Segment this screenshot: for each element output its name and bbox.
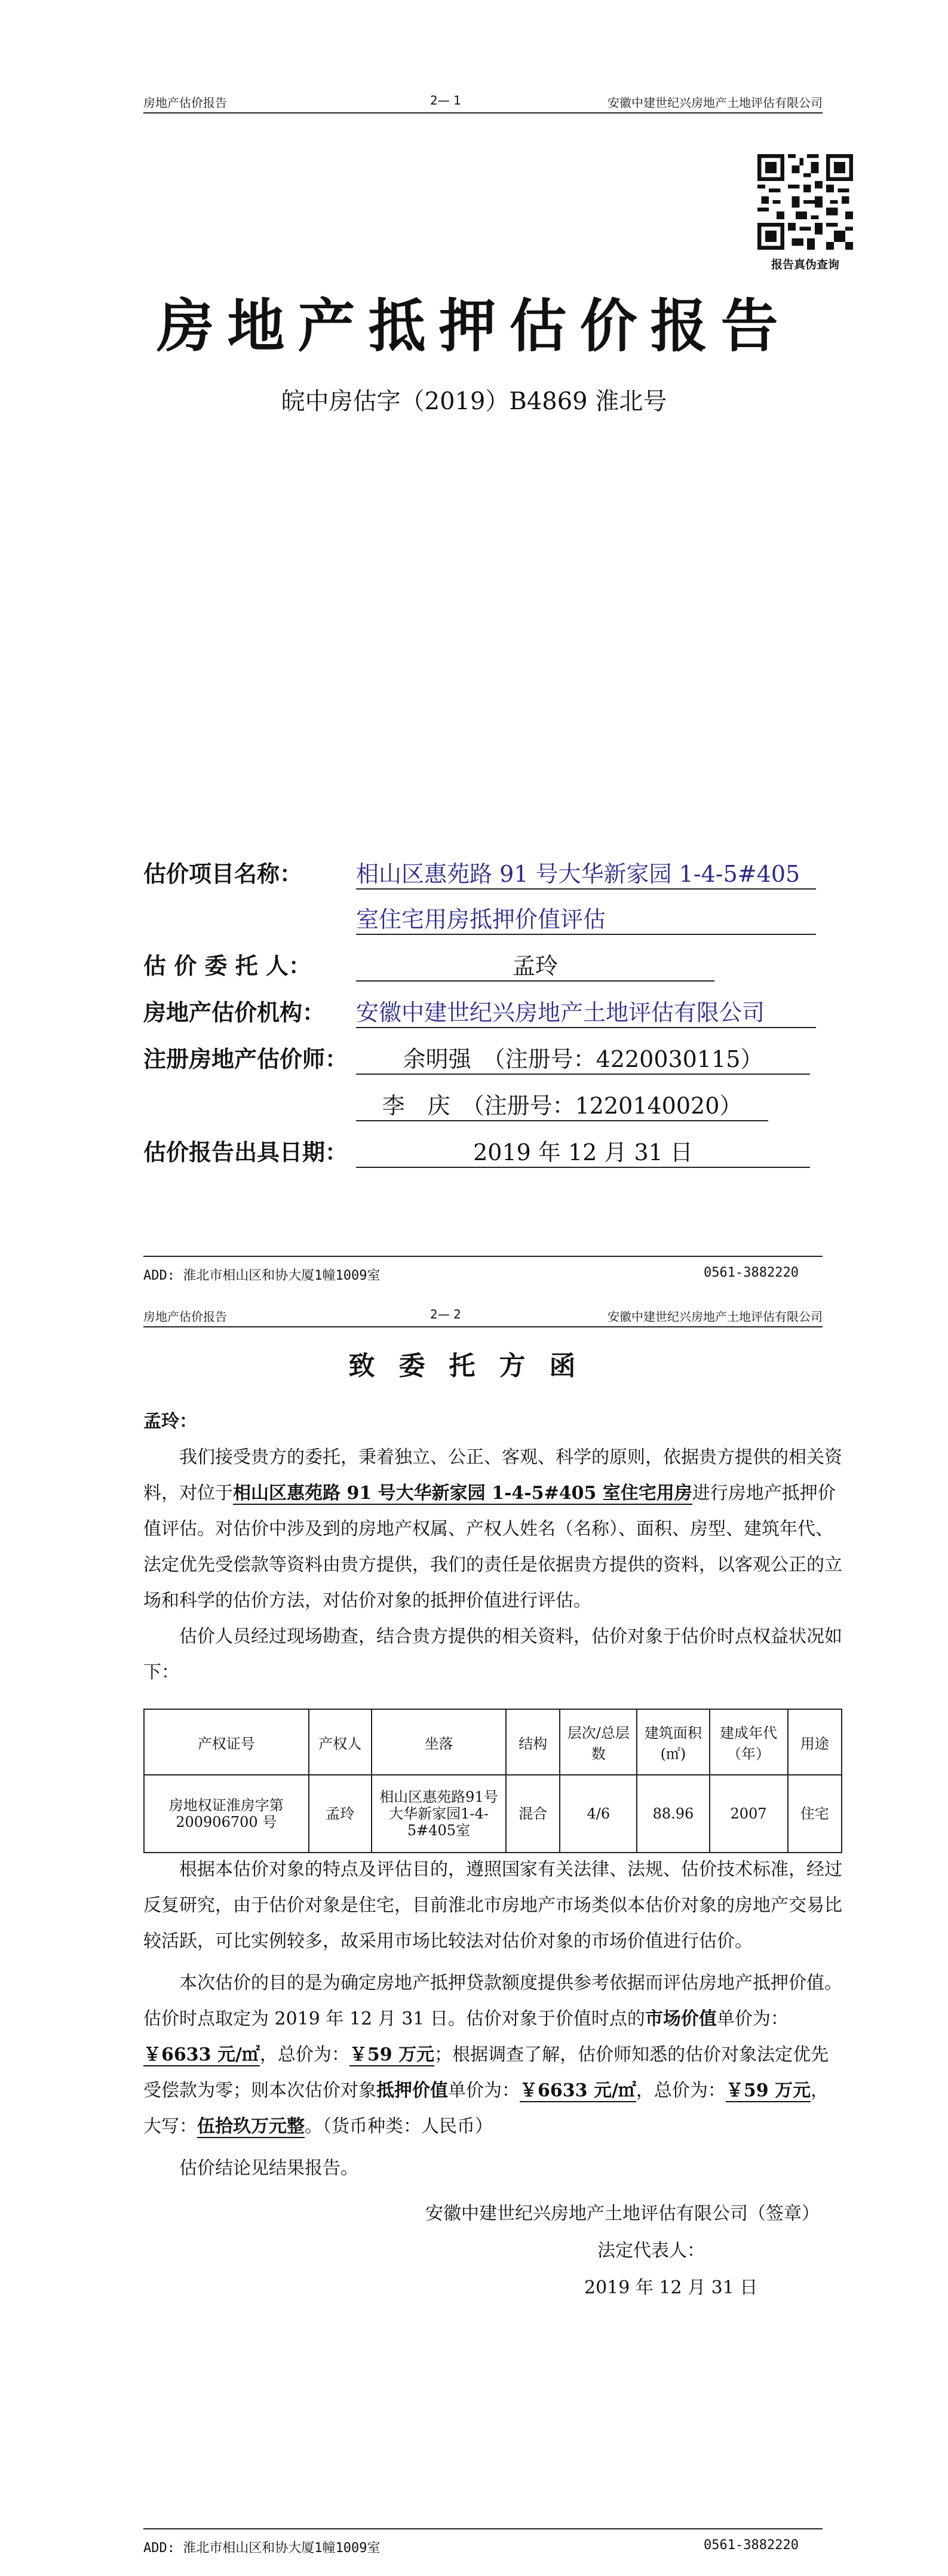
p4-text-m: ，大写： — [143, 2080, 829, 2137]
property-address: 相山区惠苑路 91 号大华新家园 1-4-5#405 室住宅用房 — [233, 1483, 692, 1504]
letter-date: 2019 年 12 月 31 日 — [584, 2277, 758, 2298]
letter-title: 致委托方函 — [348, 1351, 600, 1381]
page-header — [143, 88, 823, 114]
mortgage-total-price: ￥59 万元 — [725, 2080, 811, 2101]
paragraph-4 — [143, 1965, 842, 2145]
market-unit-price: ￥6633 元/㎡ — [143, 2044, 260, 2065]
agency-row — [143, 994, 816, 1028]
p4-text-o: 。（货币种类：人民币） — [305, 2116, 493, 2137]
mortgage-unit-price: ￥6633 元/㎡ — [520, 2080, 636, 2101]
agency-label: 房地产估价机构： — [143, 999, 326, 1026]
client-name: 孟玲 — [356, 947, 714, 982]
table-header-row — [144, 1709, 842, 1775]
appraiser-1: 余明强 （注册号：4220030115） — [356, 1041, 810, 1075]
th-location: 坐落 — [372, 1709, 506, 1775]
project-row — [143, 855, 816, 890]
appraiser-2: 李 庆 （注册号：1220140020） — [356, 1087, 768, 1121]
header-company: 安徽中建世纪兴房地产土地评估有限公司 — [608, 96, 823, 110]
agency-name: 安徽中建世纪兴房地产土地评估有限公司 — [356, 994, 816, 1028]
header-page-number: 2— 2 — [430, 1307, 461, 1321]
market-value-label: 市场价值 — [645, 2008, 717, 2029]
td-location: 相山区惠苑路91号大华新家园1-4-5#405室 — [372, 1775, 506, 1853]
date-row — [143, 1134, 810, 1168]
header-left: 房地产估价报告 — [143, 1310, 227, 1324]
header-company: 安徽中建世纪兴房地产土地评估有限公司 — [608, 1310, 823, 1324]
p1-text-c: 进行房地产抵押价值评估。对估价中涉及到的房地产权属、产权人姓名（名称）、面积、房型、建筑年代、法定优先受偿款等资料由贵方提供，我们的责任是依据贵方提供的资料，以客观公正的立场和科学的估价方法，对估价对象的抵押价值进行评估。 — [143, 1483, 842, 1611]
td-use: 住宅 — [788, 1775, 842, 1853]
market-total-price: ￥59 万元 — [349, 2044, 435, 2065]
paragraph-1 — [143, 1440, 842, 1619]
qr-label: 报告真伪查询 — [771, 258, 839, 271]
footer-phone: 0561-3882220 — [704, 1265, 799, 1280]
p4-text-e: ，总价为： — [259, 2044, 349, 2065]
th-owner: 产权人 — [309, 1709, 372, 1775]
appraiser-row — [143, 1041, 810, 1075]
client-label: 估 价 委 托 人： — [143, 953, 311, 979]
th-area: 建筑面积(㎡) — [637, 1709, 709, 1775]
td-year: 2007 — [710, 1775, 788, 1853]
legal-representative: 法定代表人： — [597, 2240, 705, 2261]
footer-address: ADD: 淮北市相山区和协大厦1幢1009室 — [143, 1268, 381, 1283]
table-row — [144, 1775, 842, 1853]
th-year: 建成年代（年） — [710, 1709, 788, 1775]
paragraph-2: 估价人员经过现场勘查，结合贵方提供的相关资料，估价对象于估价时点权益状况如下： — [143, 1626, 842, 1683]
page-footer — [143, 1256, 823, 1287]
paragraph-5: 估价结论见结果报告。 — [179, 2158, 358, 2179]
td-structure: 混合 — [506, 1775, 560, 1853]
mortgage-value-label: 抵押价值 — [376, 2080, 448, 2101]
report-title: 房地产抵押估价报告 — [157, 292, 791, 360]
client-row — [143, 947, 714, 982]
footer-address: ADD: 淮北市相山区和协大厦1幢1009室 — [143, 2541, 381, 2556]
th-use: 用途 — [788, 1709, 842, 1775]
th-cert: 产权证号 — [144, 1709, 309, 1775]
p4-text-a: 本次估价的目的是为确定房地产抵押贷款额度提供参考依据而评估房地产抵押价值。估价时点取定为 2019 年 12 月 31 日。估价对象于价值时点的 — [143, 1973, 842, 2029]
p4-text-g: ；根据调查了解，估价师知悉的估价对象法定优先受偿款为零；则本次估价对象 — [143, 2044, 829, 2101]
td-area: 88.96 — [637, 1775, 709, 1853]
paragraph-3: 根据本估价对象的特点及评估目的，遵照国家有关法律、法规、估价技术标准，经过反复研究，由于估价对象是住宅，目前淮北市房地产市场类似本估价对象的房地产交易比较活跃，可比实例较多，故采用市场比较法对估价对象的市场价值进行估价。 — [143, 1859, 842, 1952]
document-number: 皖中房估字（2019）B4869 淮北号 — [281, 388, 667, 415]
page-footer — [143, 2528, 823, 2559]
p4-text-k: ，总价为： — [636, 2080, 726, 2101]
signing-company: 安徽中建世纪兴房地产土地评估有限公司（签章） — [425, 2203, 820, 2224]
appraiser-label: 注册房地产估价师： — [143, 1046, 348, 1072]
property-table — [143, 1709, 842, 1853]
qr-code-icon[interactable] — [757, 154, 853, 250]
p1-text-a: 我们接受贵方的委托，秉着独立、公正、客观、科学的原则，依据贵方提供的相关资料，对位于 — [143, 1447, 842, 1504]
project-name-line1: 相山区惠苑路 91 号大华新家园 1-4-5#405 — [356, 855, 816, 890]
th-floor: 层次/总层数 — [560, 1709, 637, 1775]
p4-text-i: 单价为： — [448, 2080, 520, 2101]
project-name-line2: 室住宅用房抵押价值评估 — [356, 901, 816, 935]
salutation: 孟玲： — [143, 1411, 197, 1432]
footer-phone: 0561-3882220 — [704, 2538, 799, 2553]
td-cert: 房地权证淮房字第200906700 号 — [144, 1775, 309, 1853]
td-owner: 孟玲 — [309, 1775, 372, 1853]
project-row-2 — [356, 901, 816, 935]
report-date: 2019 年 12 月 31 日 — [356, 1134, 810, 1168]
amount-in-words: 伍拾玖万元整 — [197, 2116, 305, 2137]
appraiser-row-2 — [356, 1087, 768, 1121]
project-label: 估价项目名称： — [143, 861, 303, 887]
header-page-number: 2— 1 — [430, 93, 461, 108]
letter-page — [0, 1302, 948, 2576]
p4-text-c: 单价为： — [716, 2008, 789, 2029]
td-floor: 4/6 — [560, 1775, 637, 1853]
page-header — [143, 1302, 823, 1327]
th-structure: 结构 — [506, 1709, 560, 1775]
header-left: 房地产估价报告 — [143, 96, 227, 110]
date-label: 估价报告出具日期： — [143, 1139, 348, 1166]
